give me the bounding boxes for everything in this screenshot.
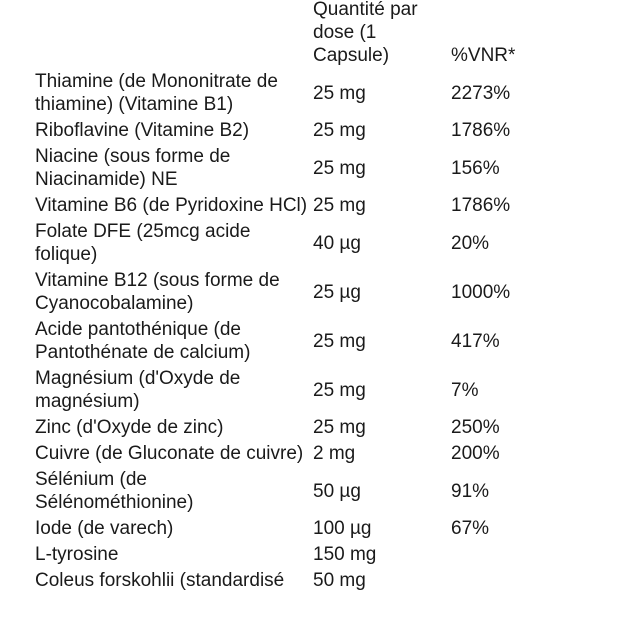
vnr-percent-cell: 2273% <box>451 82 511 104</box>
amount-cell: 25 mg <box>313 330 366 352</box>
ingredient-name-cell: Cuivre (de Gluconate de cuivre) <box>35 443 304 464</box>
header-amount-per-dose: Quantité par dose (1 Capsule) <box>313 0 418 66</box>
ingredient-name-cell: Thiamine (de Mononitrate de thiamine) (Vitamine B1) <box>35 71 278 115</box>
nutrition-table-container <box>35 0 635 594</box>
table-row <box>35 415 635 441</box>
vnr-percent-cell: 156% <box>451 157 500 179</box>
ingredient-name-cell: Magnésium (d'Oxyde de magnésium) <box>35 368 241 412</box>
ingredient-name-cell: Iode (de varech) <box>35 518 174 539</box>
amount-cell: 25 mg <box>313 417 366 438</box>
header-vnr-percent: %VNR* <box>451 45 516 66</box>
vnr-percent-cell: 20% <box>451 232 490 254</box>
amount-cell: 100 µg <box>313 518 372 539</box>
table-row <box>35 219 635 268</box>
amount-cell: 2 mg <box>313 443 356 464</box>
table-row <box>35 366 635 415</box>
vnr-percent-cell <box>451 542 635 568</box>
vnr-percent-cell: 250% <box>451 417 500 438</box>
ingredient-name-cell: Coleus forskohlii (standardisé <box>35 570 285 591</box>
vnr-percent-cell: 1000% <box>451 281 511 303</box>
amount-cell: 25 mg <box>313 195 366 216</box>
table-row <box>35 568 635 594</box>
table-row <box>35 317 635 366</box>
nutrition-table <box>35 0 635 594</box>
ingredient-name-cell: Vitamine B12 (sous forme de Cyanocobalamine) <box>35 270 280 314</box>
vnr-percent-cell: 67% <box>451 518 490 539</box>
ingredient-name-cell: Folate DFE (25mcg acide folique) <box>35 221 251 265</box>
amount-cell: 50 µg <box>313 480 361 502</box>
table-row <box>35 441 635 467</box>
header-ingredient <box>35 0 313 69</box>
ingredient-name-cell: Riboflavine (Vitamine B2) <box>35 120 250 141</box>
table-row <box>35 268 635 317</box>
amount-cell: 150 mg <box>313 544 377 565</box>
amount-cell: 25 mg <box>313 82 366 104</box>
table-row <box>35 467 635 516</box>
vnr-percent-cell: 1786% <box>451 120 511 141</box>
ingredient-name-cell: Acide pantothénique (de Pantothénate de calcium) <box>35 319 251 363</box>
table-body <box>35 69 635 594</box>
table-row <box>35 144 635 193</box>
amount-cell: 25 mg <box>313 379 366 401</box>
ingredient-name-cell: Zinc (d'Oxyde de zinc) <box>35 417 224 438</box>
table-row <box>35 118 635 144</box>
ingredient-name-cell: Vitamine B6 (de Pyridoxine HCl) <box>35 195 308 216</box>
vnr-percent-cell: 417% <box>451 330 500 352</box>
amount-cell: 40 µg <box>313 232 361 254</box>
ingredient-name-cell: L-tyrosine <box>35 544 119 565</box>
table-row <box>35 69 635 118</box>
ingredient-name-cell: Sélénium (de Sélénométhionine) <box>35 469 194 513</box>
vnr-percent-cell: 91% <box>451 480 490 502</box>
table-row <box>35 542 635 568</box>
amount-cell: 25 mg <box>313 120 366 141</box>
vnr-percent-cell <box>451 568 635 594</box>
amount-cell: 25 µg <box>313 281 361 303</box>
vnr-percent-cell: 1786% <box>451 195 511 216</box>
table-header-row <box>35 0 635 69</box>
table-row <box>35 516 635 542</box>
table-row <box>35 193 635 219</box>
amount-cell: 50 mg <box>313 570 366 591</box>
amount-cell: 25 mg <box>313 157 366 179</box>
vnr-percent-cell: 7% <box>451 379 479 401</box>
vnr-percent-cell: 200% <box>451 443 500 464</box>
ingredient-name-cell: Niacine (sous forme de Niacinamide) NE <box>35 146 231 190</box>
